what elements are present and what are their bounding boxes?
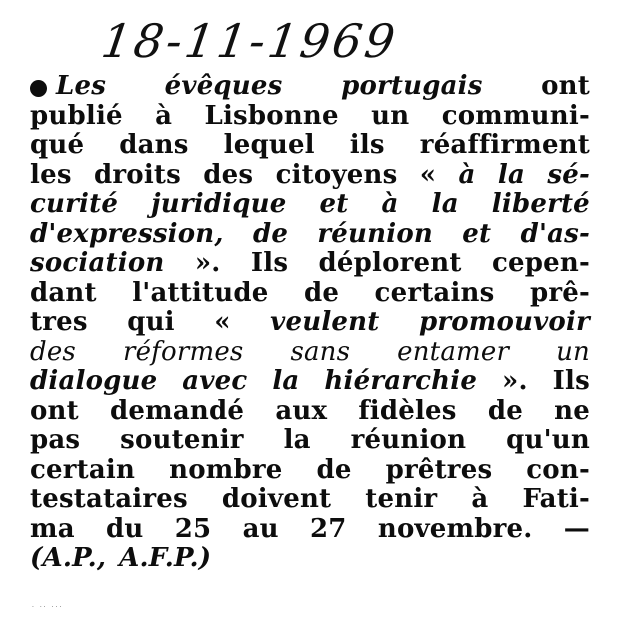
article-word: con- (526, 454, 590, 485)
article-word: les (30, 159, 72, 190)
article-word: — (563, 513, 590, 544)
handwritten-date: 18-11-1969 (98, 14, 402, 68)
article-word: la (283, 425, 311, 455)
article-word: réunion (350, 425, 467, 455)
article-word: ne (554, 395, 590, 426)
article-line (30, 544, 590, 574)
article-word: 27 (310, 513, 347, 544)
article-line (30, 338, 590, 368)
article-word: publié (30, 100, 123, 131)
article-word: soutenir (120, 425, 244, 455)
article-word: des (203, 159, 254, 190)
article-word: la (497, 159, 526, 190)
article-word: aux (275, 395, 328, 426)
article-word: d'as- (520, 218, 590, 249)
article-word: sé- (547, 159, 590, 190)
article-word: qué (30, 130, 85, 160)
article-word: au (242, 513, 279, 544)
article-word: juridique (151, 189, 287, 219)
article-word: qu'un (506, 425, 590, 455)
article-word: prêtres (385, 454, 493, 485)
article-word: la (272, 366, 300, 396)
article-word: de (487, 395, 523, 426)
article-word: un (556, 336, 590, 367)
article-word: à (381, 189, 399, 219)
article-word: et (319, 189, 349, 219)
article-word: avec (182, 366, 248, 396)
article-word: d'expression, (30, 218, 224, 249)
article-word: déplorent (318, 248, 462, 278)
article-word: ». (194, 248, 221, 278)
article-word: prê- (529, 277, 590, 308)
article-word: « (419, 159, 437, 190)
article-line (30, 249, 590, 279)
article-word: « (214, 307, 231, 337)
article-word: doivent (221, 484, 332, 514)
article-word: 25 (174, 513, 212, 544)
article-word: liberté (491, 189, 590, 219)
article-word: l'attitude (132, 277, 269, 308)
article-word: Ils (552, 366, 590, 396)
article-word: évêques (164, 71, 283, 101)
article-word: dant (30, 277, 97, 308)
article-line (30, 220, 590, 250)
article-word: à (471, 484, 489, 514)
article-word: promouvoir (418, 307, 590, 337)
article-word: droits (94, 159, 181, 190)
article-word: hiérarchie (324, 366, 478, 396)
article-word: des (30, 336, 76, 367)
article-line (30, 72, 590, 102)
article-word: de (316, 454, 352, 485)
article-word: entamer (397, 336, 510, 367)
article-line (30, 515, 590, 545)
article-word: novembre. (377, 513, 533, 544)
article-word: et (462, 218, 492, 249)
article-word: qui (127, 307, 175, 337)
article-word: à (458, 159, 476, 190)
article-word: à (155, 100, 173, 131)
article-word: curité (30, 189, 119, 219)
article-word: portugais (341, 71, 483, 101)
article-word: communi- (441, 100, 590, 131)
print-specks: · ·· ··· (32, 604, 64, 611)
article-word: citoyens (275, 159, 398, 190)
article-word: veulent (270, 307, 380, 337)
article-word: A.F.P.) (119, 543, 212, 573)
article-word: lequel (223, 130, 315, 160)
article-word: cepen- (491, 248, 590, 278)
article-word: réformes (122, 336, 244, 367)
article-line (30, 131, 590, 161)
article-line (30, 456, 590, 486)
article-word: sans (290, 336, 351, 367)
article-word: dans (119, 130, 189, 160)
article-word: réunion (317, 218, 433, 249)
article-line (30, 279, 590, 309)
article-line (30, 485, 590, 515)
article-line (30, 190, 590, 220)
article-word: ils (349, 130, 385, 160)
article-word: ont (30, 395, 79, 426)
article-word: Ils (250, 248, 289, 278)
article-word: du (106, 513, 144, 544)
article-word: ont (541, 71, 590, 101)
article-word: nombre (169, 454, 283, 485)
article-word: ». (502, 366, 528, 396)
article-word: la (431, 189, 459, 219)
article-word: fidèles (358, 395, 457, 426)
article-word: testataires (30, 484, 188, 514)
article-word: dialogue (30, 366, 158, 396)
article-body (30, 72, 590, 574)
article-word: (A.P., (30, 543, 107, 573)
article-word: Les (56, 71, 107, 101)
article-line (30, 308, 590, 338)
article-line (30, 426, 590, 456)
article-word: de (252, 218, 289, 249)
article-line (30, 367, 590, 397)
article-word: certain (30, 454, 136, 485)
article-word: demandé (110, 395, 245, 426)
article-word: pas (30, 425, 81, 455)
article-word: réaffirment (419, 130, 590, 160)
article-word: sociation (30, 248, 165, 278)
article-word: tenir (365, 484, 438, 514)
article-word: ma (30, 513, 75, 544)
article-line (30, 102, 590, 132)
article-word: de (303, 277, 340, 308)
article-word: Lisbonne (204, 100, 339, 131)
article-word: Fati- (522, 484, 590, 514)
article-line (30, 161, 590, 191)
article-word: un (371, 100, 410, 131)
article-line (30, 397, 590, 427)
article-word: certains (374, 277, 495, 308)
article-word: tres (30, 307, 88, 337)
